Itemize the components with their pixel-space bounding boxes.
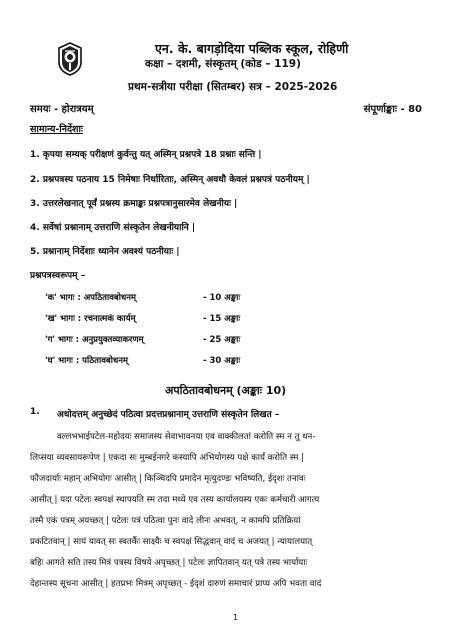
instruction-item: 4. सर्वेषां प्रश्नानाम् उत्तराणि संस्कृतेन लेखनीयानि | [30,223,196,233]
question-text: अधोदत्तम् अनुच्छेदं पठित्वा प्रदत्तप्रश्नानाम् उत्तराणि संस्कृतेन लिखत – [57,410,280,420]
exam-title: प्रथम-सत्रीया परीक्षा (सितम्बर) सत्र – 2025-2026 [128,81,338,93]
class-subject: कक्षा – दशमी, संस्कृतम् (कोड – 119) [145,58,301,70]
time-allowed: समयः - होरात्रयम् [30,104,94,115]
section-label: 'ख' भागः : रचनात्मकं कार्यम् [45,314,136,324]
section-marks: - 10 अङ्काः [203,293,241,303]
school-name: एन. के. बागड़ोदिया पब्लिक स्कूल, रोहिणी [155,41,349,56]
section-label: 'ग' भागः : अनुप्रयुक्तव्याकरणम् [45,335,144,345]
instructions-title: सामान्य-निर्देशाः [30,124,83,135]
section-marks: - 30 अङ्काः [203,356,241,366]
structure-title: प्रश्नपत्रस्वरूपम् – [30,271,86,281]
instruction-item: 1. कृपया सम्यक् परीक्षणं कुर्वन्तु यत् अस्मिन् प्रश्नपत्रे 18 प्रश्नाः सन्ति | [30,150,262,160]
passage-line: फौजदार्याः महान् अभियोगः आसीत् | किञ्चिदपि प्रमादेन मृत्युदण्डः भविष्यति, ईदृशः तनावः [30,474,306,484]
passage-heading: अपठितावबोधनम् (अङ्काः 10) [165,384,287,397]
passage-line: प्रकटितवान् | सायं यावत् सः स्वतर्कैः साक्ष्यैः च स्वपक्षं सिद्धवान् वादं च अजयत् | न्यायालयात् [30,537,313,547]
school-emblem-icon [57,42,83,76]
page-number: 1 [233,613,239,622]
maximum-marks: संपूर्णाङ्काः - 80 [363,104,422,115]
section-label: 'क' भागः : अपठितावबोधनम् [45,293,137,303]
section-marks: - 15 अङ्काः [203,314,241,324]
section-marks: - 25 अङ्काः [203,335,241,345]
question-number: 1. [30,407,40,417]
instruction-item: 5. प्रश्नानाम् निर्देशाः ध्यानेन अवश्यं पठनीयाः | [30,247,180,257]
passage-line: आसीत् | यदा पटेलः स्वपक्षं स्थापयति स्म तदा मध्ये एव तस्य कार्यालयस्य एकः कर्मचारी आगत्य [30,495,320,505]
passage-line: तस्मै एकं पत्रम् अयच्छत् | पटेलः पत्रं पठित्वा पुनः वादे लीनः अभवत्, न कामपि प्रतिक्रियां [30,516,301,526]
passage-line: देहान्तस्य सूचना आसीत् | हतप्रभः मित्रम् अपृच्छत् - ईदृशं दारुणं समाचारं प्राप्य अपि भवता वादं [30,579,322,589]
passage-line: वल्लभभाईपटेल-महोदयः समाजस्य सेवाभावनया एव वाक्कीलतां करोति स्म न तु धन- [57,432,316,442]
section-label: 'घ' भागः : पठितावबोधनम् [45,356,129,366]
instruction-item: 2. प्रश्नपत्रस्य पठनाय 15 निमेषाः निर्धारिताः, अस्मिन् अवधौ केवलं प्रश्नपत्रं पठनीयम् | [30,175,310,185]
passage-line: लिप्सया व्यवसायरूपेण | एकदा सः मुम्बईनगरे कस्यापि अभियोगस्य पक्षे कार्यं करोति स्म | [30,453,304,463]
passage-line: बहिः आगते सति तस्य मित्रं पत्रस्य विषये अपृच्छत् | पटेलः ज्ञापितवान् यत् पत्रे तस्य भार्यायाः [30,558,308,568]
instruction-item: 3. उत्तरलेखनात् पूर्वं प्रश्नस्य क्रमाङ्कः प्रश्नपत्रानुसारमेव लेखनीयः | [30,199,238,209]
